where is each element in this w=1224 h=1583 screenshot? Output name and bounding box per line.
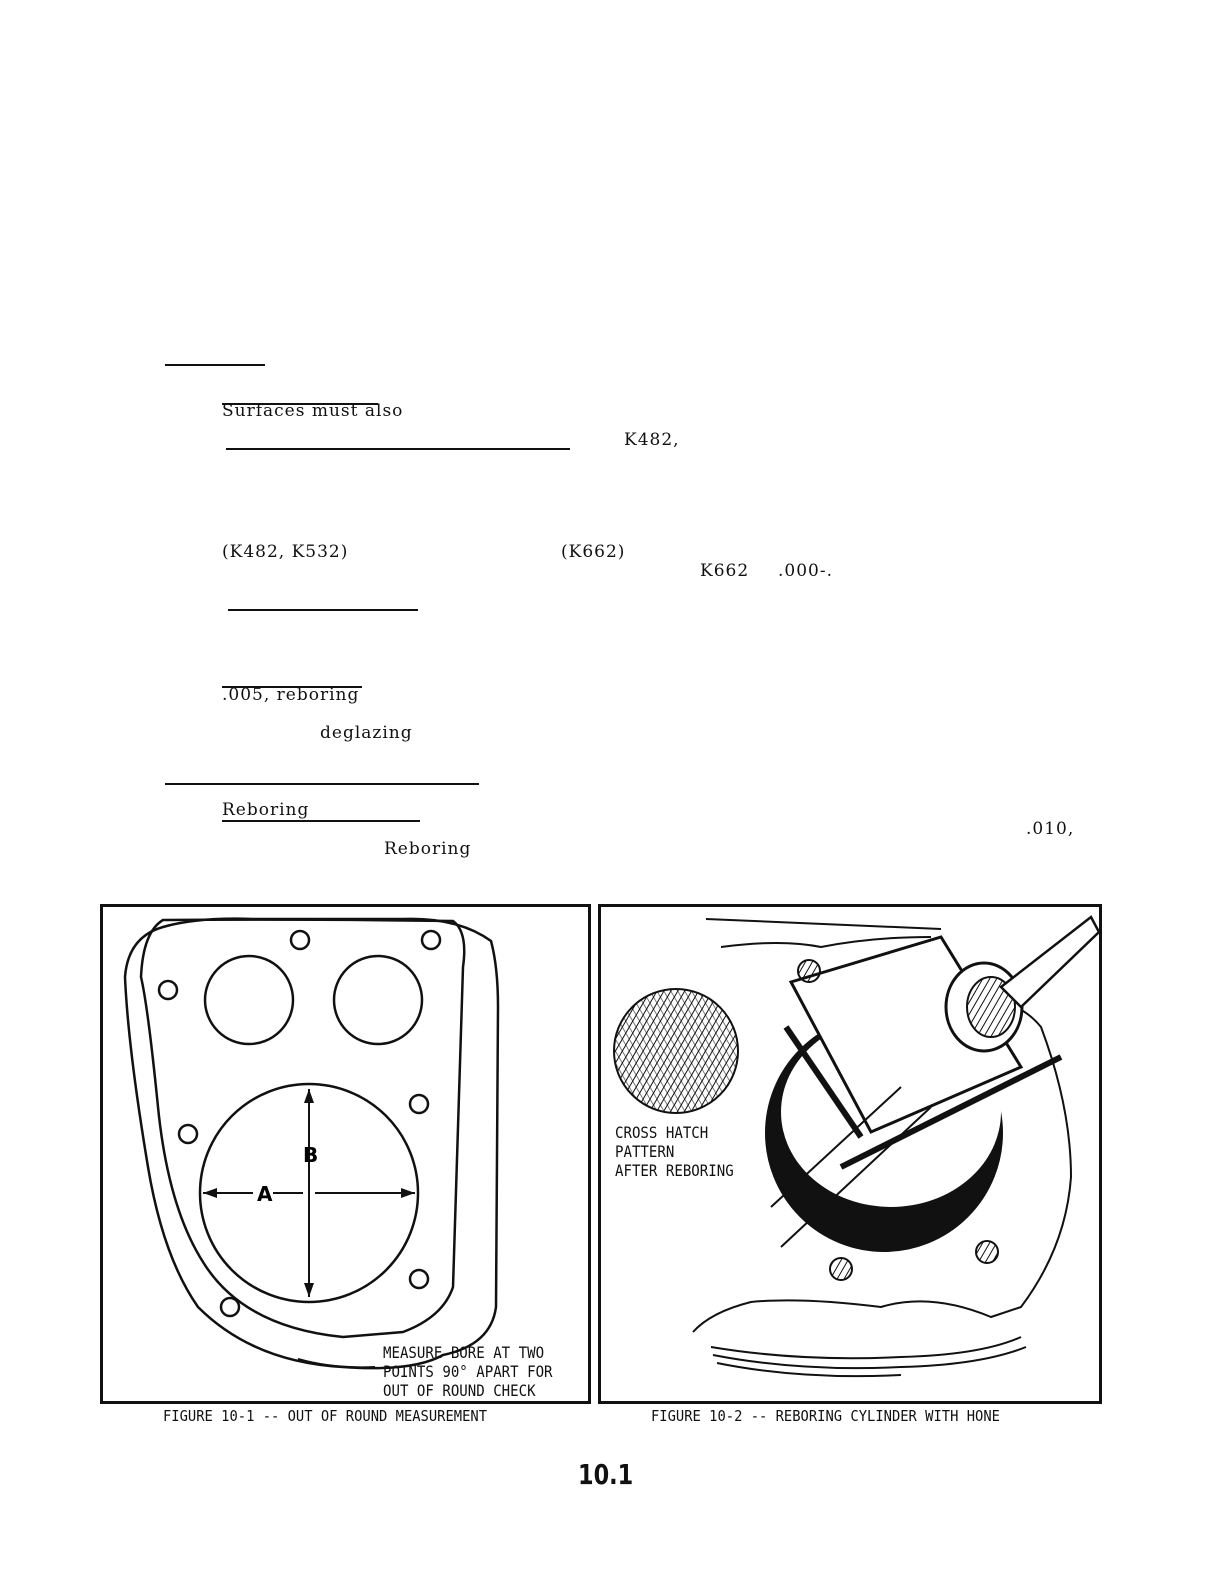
underline-reboring (222, 820, 420, 822)
label-b: B (303, 1143, 319, 1167)
text-oversize: .010, (1026, 819, 1075, 839)
text-k482: K482, (624, 430, 680, 450)
text-models-a: (K482, K532) (222, 542, 349, 562)
bolt-hole (410, 1095, 428, 1113)
cylinder-head-gasket-drawing (103, 907, 588, 1401)
bolt-head (798, 960, 820, 982)
text-reboring-2: Reboring (384, 839, 472, 859)
label-a: A (257, 1182, 273, 1206)
text-k662: K662 (700, 561, 750, 581)
text-surfaces: Surfaces must also (222, 401, 404, 421)
drive-shaft (1001, 917, 1099, 1007)
text-deglazing: deglazing (320, 723, 413, 743)
bolt-hole (179, 1125, 197, 1143)
figure-1-note: MEASURE BORE AT TWO POINTS 90° APART FOR OUT OF ROUND CHECK (383, 1343, 553, 1400)
valve-hole-left (205, 956, 293, 1044)
bolt-hole (221, 1298, 239, 1316)
valve-hole-right (334, 956, 422, 1044)
figure-2-caption: FIGURE 10-2 -- REBORING CYLINDER WITH HONE (651, 1407, 1000, 1425)
figure-out-of-round (100, 904, 591, 1404)
bolt-hole (410, 1270, 428, 1288)
underline-section (228, 609, 418, 611)
bolt-hole (422, 931, 440, 949)
text-models-b: (K662) (561, 542, 626, 562)
page-number: 10.1 (578, 1458, 634, 1491)
bolt-hole (159, 981, 177, 999)
heading-rule (165, 364, 265, 366)
bolt-head (830, 1258, 852, 1280)
bolt-hole (291, 931, 309, 949)
section-rule (165, 783, 479, 785)
text-spec: .000-. (778, 561, 833, 581)
figure-reboring-hone (598, 904, 1102, 1404)
figure-2-note: CROSS HATCH PATTERN AFTER REBORING (615, 1123, 734, 1180)
figure-1-caption: FIGURE 10-1 -- OUT OF ROUND MEASUREMENT (163, 1407, 488, 1425)
text-limit: .005, reboring (222, 685, 360, 705)
text-reboring-heading: Reboring (222, 800, 310, 820)
bolt-head (976, 1241, 998, 1263)
underline-step (226, 448, 570, 450)
